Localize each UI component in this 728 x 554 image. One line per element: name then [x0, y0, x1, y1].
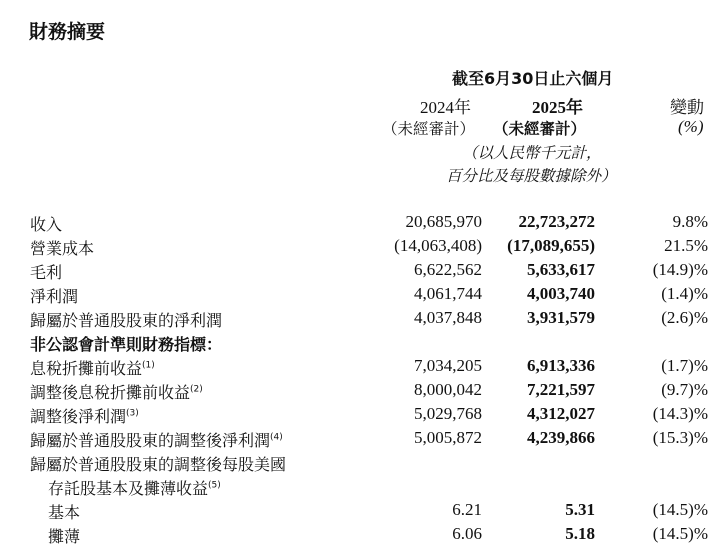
value-2024: 7,034,205: [414, 356, 482, 375]
value-2025: 5,633,617: [527, 260, 595, 279]
value-2024: 20,685,970: [405, 212, 482, 231]
value-2025: 3,931,579: [527, 308, 595, 327]
value-2024: 6,622,562: [414, 260, 482, 279]
year-2024-header: 2024年: [420, 98, 471, 117]
value-2024: 6.21: [452, 500, 482, 519]
value-2025: 4,003,740: [527, 284, 595, 303]
value-change: 9.8%: [672, 212, 708, 231]
row-label: 歸屬於普通股股東的調整後淨利潤$^{(4)}$: [30, 431, 283, 450]
row-label: 淨利潤: [30, 287, 79, 306]
row-label: 息稅折攤前收益$^{(1)}$: [30, 359, 155, 378]
value-2025: 6,913,336: [527, 356, 595, 375]
value-2024: 4,061,744: [414, 284, 482, 303]
table-row: [0, 308, 728, 332]
table-row: [0, 236, 728, 260]
value-change: (15.3)%: [652, 428, 708, 447]
value-2025: 7,221,597: [527, 380, 595, 399]
row-label: 歸屬於普通股股東的淨利潤: [30, 311, 223, 330]
section-heading-row: [0, 332, 728, 356]
unit-note-line2: 百分比及每股數據除外）: [446, 167, 617, 185]
value-2025: 5.31: [565, 500, 595, 519]
audit-2025-label: （未經審計）: [493, 120, 587, 138]
table-row: [0, 476, 728, 500]
row-label: 基本: [48, 503, 81, 522]
row-label: 調整後息稅折攤前收益$^{(2)}$: [30, 383, 203, 402]
value-change: 21.5%: [664, 236, 708, 255]
row-label: 存託股基本及攤薄收益$^{(5)}$: [48, 479, 221, 498]
value-2025: 5.18: [565, 524, 595, 543]
percent-label: (%): [678, 117, 704, 136]
section-heading: 非公認會計準則財務指標：: [30, 335, 223, 354]
change-header: 變動: [670, 98, 704, 118]
value-change: (1.7)%: [661, 356, 708, 375]
row-label: 毛利: [30, 263, 63, 282]
unit-note-line1: （以人民幣千元計，: [462, 144, 602, 162]
table-row: [0, 452, 728, 476]
value-2025: 4,239,866: [527, 428, 595, 447]
row-label: 營業成本: [30, 239, 95, 258]
value-2025: 4,312,027: [527, 404, 595, 423]
value-change: (14.3)%: [652, 404, 708, 423]
row-label: 歸屬於普通股股東的調整後每股美國: [30, 455, 287, 474]
value-change: (14.5)%: [652, 500, 708, 519]
value-2024: 8,000,042: [414, 380, 482, 399]
row-label: 調整後淨利潤$^{(3)}$: [30, 407, 139, 426]
row-label: 收入: [30, 215, 63, 234]
table-row: [0, 356, 728, 380]
value-2024: 6.06: [452, 524, 482, 543]
value-change: (14.5)%: [652, 524, 708, 543]
value-change: (2.6)%: [661, 308, 708, 327]
table-row: [0, 500, 728, 524]
table-row: [0, 404, 728, 428]
value-change: (9.7)%: [661, 380, 708, 399]
table-row: [0, 524, 728, 548]
table-row: [0, 380, 728, 404]
table-row: [0, 428, 728, 452]
table-row: [0, 212, 728, 236]
period-header: 截至6月30日止六個月: [452, 69, 614, 88]
value-change: (1.4)%: [661, 284, 708, 303]
table-row: [0, 260, 728, 284]
value-2024: 5,029,768: [414, 404, 482, 423]
value-change: (14.9)%: [652, 260, 708, 279]
table-row: [0, 284, 728, 308]
value-2024: 4,037,848: [414, 308, 482, 327]
row-label: 攤薄: [48, 527, 81, 546]
audit-2024-label: （未經審計）: [382, 120, 476, 138]
value-2024: (14,063,408): [394, 236, 482, 255]
value-2024: 5,005,872: [414, 428, 482, 447]
value-2025: (17,089,655): [507, 236, 595, 255]
year-2025-header: 2025年: [532, 98, 583, 117]
page-title: 財務摘要: [29, 21, 106, 43]
value-2025: 22,723,272: [518, 212, 595, 231]
